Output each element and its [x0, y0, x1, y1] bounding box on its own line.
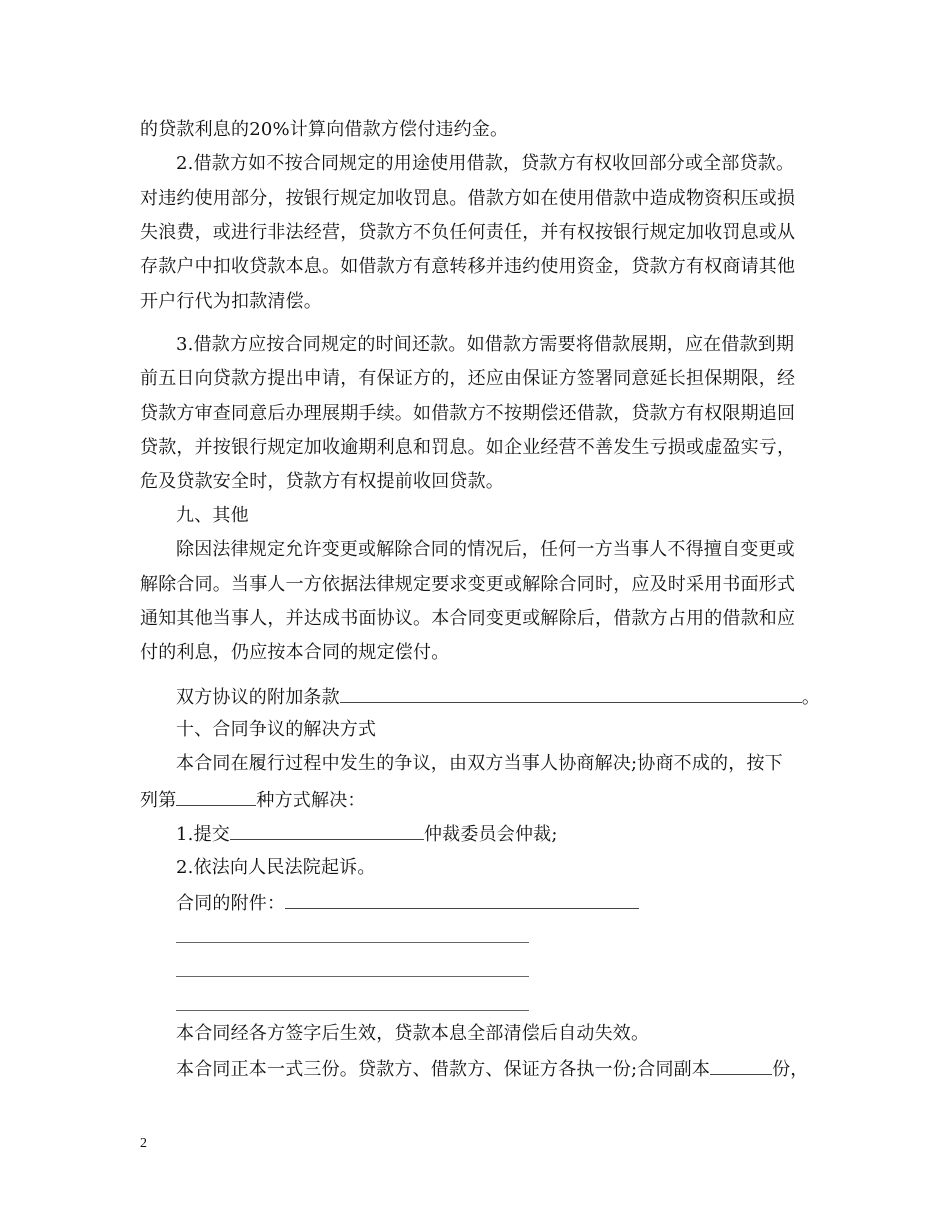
supplement-end: 。 [801, 687, 821, 708]
page-number: 2 [140, 1136, 147, 1151]
paragraph-line: 付的利息，仍应按本合同的规定偿付。 [140, 642, 450, 663]
paragraph-line: 贷款方审查同意后办理展期手续。如借款方不按期偿还借款，贷款方有权限期追回 [140, 403, 796, 424]
paragraph-line: 存款户中扣收贷款本息。如借款方有意转移并违约使用资金，贷款方有权商请其他 [140, 256, 796, 277]
dispute-suffix: 种方式解决： [256, 790, 366, 811]
attachment-line [176, 892, 856, 914]
paragraph-line: 2.借款方如不按合同规定的用途使用借款，贷款方有权收回部分或全部贷款。 [176, 153, 795, 174]
paragraph-line: 的贷款利息的20%计算向借款方偿付违约金。 [140, 119, 509, 140]
attachment-blank-line[interactable] [176, 976, 529, 977]
option-1-line [176, 823, 856, 845]
option-1-prefix: 1.提交 [176, 824, 230, 845]
paragraph-line: 3.借款方应按合同规定的时间还款。如借款方需要将借款展期，应在借款到期 [176, 334, 795, 355]
dispute-method-blank[interactable] [176, 789, 256, 806]
arbitration-committee-blank[interactable] [230, 823, 424, 840]
copies-line [176, 1058, 836, 1080]
paragraph-line: 失浪费，或进行非法经营，贷款方不负任何责任，并有权按银行规定加收罚息或从 [140, 222, 796, 243]
paragraph-line: 解除合同。当事人一方依据法律规定要求变更或解除合同时，应及时采用书面形式 [140, 574, 796, 595]
paragraph-line: 贷款，并按银行规定加收逾期利息和罚息。如企业经营不善发生亏损或虚盈实亏， [140, 437, 796, 458]
dispute-method-line [140, 789, 820, 811]
option-1-suffix: 仲裁委员会仲裁; [423, 824, 558, 845]
paragraph-line: 前五日向贷款方提出申请，有保证方的，还应由保证方签署同意延长担保期限，经 [140, 368, 796, 389]
copies-prefix: 本合同正本一式三份。贷款方、借款方、保证方各执一份;合同副本 [176, 1059, 711, 1080]
attachment-blank-line[interactable] [176, 1010, 529, 1011]
paragraph-line: 对违约使用部分，按银行规定加收罚息。借款方如在使用借款中造成物资积压或损 [140, 188, 796, 209]
section-heading: 十、合同争议的解决方式 [176, 719, 377, 740]
dispute-prefix: 列第 [140, 790, 177, 811]
section-heading: 九、其他 [176, 505, 249, 526]
supplement-clause-line [176, 686, 836, 708]
paragraph-line: 开户行代为扣款清偿。 [140, 291, 322, 312]
attachment-label: 合同的附件： [176, 893, 286, 914]
paragraph-line: 通知其他当事人，并达成书面协议。本合同变更或解除后，借款方占用的借款和应 [140, 608, 796, 629]
effective-clause: 本合同经各方签字后生效，贷款本息全部清偿后自动失效。 [176, 1023, 650, 1044]
paragraph-line: 危及贷款安全时，贷款方有权提前收回贷款。 [140, 471, 504, 492]
attachment-blank[interactable] [285, 892, 639, 909]
copies-suffix: 份， [772, 1059, 809, 1080]
supplement-blank[interactable] [340, 686, 802, 703]
option-2-line: 2.依法向人民法院起诉。 [176, 857, 376, 878]
attachment-blank-line[interactable] [176, 942, 529, 943]
paragraph-line: 本合同在履行过程中发生的争议，由双方当事人协商解决;协商不成的，按下 [176, 753, 783, 774]
copies-count-blank[interactable] [710, 1058, 772, 1075]
paragraph-line: 除因法律规定允许变更或解除合同的情况后，任何一方当事人不得擅自变更或 [176, 539, 795, 560]
supplement-label: 双方协议的附加条款 [176, 687, 340, 708]
